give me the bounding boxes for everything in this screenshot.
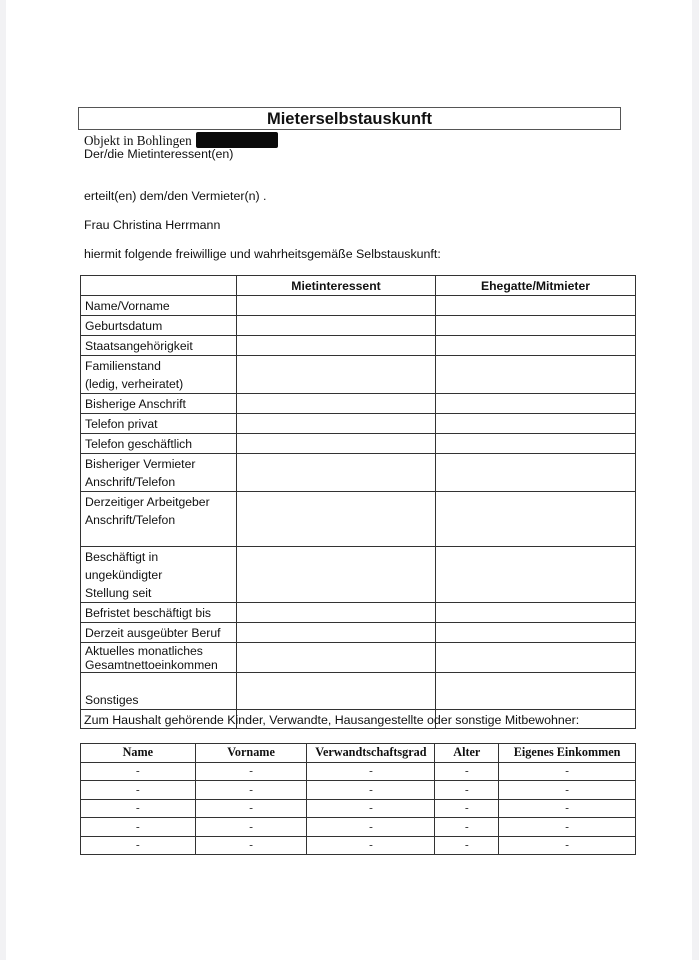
haushalt-cell[interactable]: - [307, 799, 435, 818]
table-row [81, 603, 636, 623]
mietinteressent-input-cell[interactable] [237, 643, 436, 673]
ehegatte-input-cell[interactable] [436, 394, 636, 414]
header-cell-label [81, 276, 237, 296]
row-label-line: Beschäftigt in [85, 550, 159, 564]
table-row [81, 492, 636, 547]
row-label-cell [81, 316, 237, 336]
haushalt-cell[interactable]: - [195, 818, 307, 837]
haushalt-header-row [81, 744, 636, 763]
selbstauskunft-table [80, 275, 636, 729]
mietinteressent-input-cell[interactable] [237, 394, 436, 414]
table-row [81, 434, 636, 454]
haushalt-cell[interactable]: - [195, 781, 307, 800]
hh-header-name: Name [81, 744, 196, 763]
mietinteressent-input-cell[interactable] [237, 673, 436, 710]
haushalt-table [80, 743, 636, 855]
haushalt-cell[interactable]: - [81, 781, 196, 800]
haushalt-cell[interactable]: - [195, 836, 307, 855]
table-row [81, 643, 636, 673]
row-label-cell [81, 394, 237, 414]
hh-header-alter: Alter [435, 744, 499, 763]
haushalt-cell[interactable]: - [435, 762, 499, 781]
ehegatte-input-cell[interactable] [436, 336, 636, 356]
haushalt-cell[interactable]: - [81, 762, 196, 781]
interessent-line: Der/die Mietinteressent(en) [84, 147, 234, 161]
row-label-cell [81, 336, 237, 356]
haushalt-cell[interactable]: - [307, 818, 435, 837]
mietinteressent-input-cell[interactable] [237, 316, 436, 336]
row-label-line: Bisherige Anschrift [85, 397, 186, 411]
ehegatte-input-cell[interactable] [436, 356, 636, 394]
haushalt-cell[interactable]: - [435, 836, 499, 855]
table-row [81, 296, 636, 316]
table-row [81, 623, 636, 643]
table-row [81, 394, 636, 414]
row-label-cell [81, 623, 237, 643]
row-label-line: Staatsangehörigkeit [85, 339, 193, 353]
ehegatte-input-cell[interactable] [436, 643, 636, 673]
row-label-cell [81, 414, 237, 434]
row-label-line: Derzeit ausgeübter Beruf [85, 626, 221, 640]
ehegatte-input-cell[interactable] [436, 547, 636, 603]
row-label-line: Telefon privat [85, 417, 158, 431]
table-row [81, 673, 636, 710]
haushalt-cell[interactable]: - [499, 836, 636, 855]
row-label-cell [81, 296, 237, 316]
mietinteressent-input-cell[interactable] [237, 454, 436, 492]
haushalt-cell[interactable]: - [307, 836, 435, 855]
haushalt-cell[interactable]: - [435, 781, 499, 800]
row-label-cell [81, 454, 237, 492]
hh-header-verwandtschaftsgrad: Verwandtschaftsgrad [307, 744, 435, 763]
redaction-bar [196, 132, 278, 148]
haushalt-caption: Zum Haushalt gehörende Kinder, Verwandte, Hausangestellte oder sonstige Mitbewohner: [84, 713, 580, 727]
vermieter-name: Frau Christina Herrmann [84, 218, 221, 232]
document-page [6, 0, 692, 960]
row-label-cell [81, 547, 237, 603]
ehegatte-input-cell[interactable] [436, 492, 636, 547]
mietinteressent-input-cell[interactable] [237, 603, 436, 623]
haushalt-row [81, 836, 636, 855]
row-label-line: Gesamtnettoeinkommen [85, 658, 218, 672]
haushalt-row [81, 818, 636, 837]
page-title: Mieterselbstauskunft [78, 107, 621, 130]
ehegatte-input-cell[interactable] [436, 623, 636, 643]
mietinteressent-input-cell[interactable] [237, 492, 436, 547]
table-row [81, 547, 636, 603]
haushalt-cell[interactable]: - [81, 799, 196, 818]
row-label-line: Familienstand [85, 359, 161, 373]
row-label-line: Derzeitiger Arbeitgeber [85, 495, 210, 509]
haushalt-cell[interactable]: - [195, 799, 307, 818]
erteilt-line: erteilt(en) dem/den Vermieter(n) . [84, 189, 267, 203]
row-label-line: Aktuelles monatliches [85, 644, 203, 658]
mietinteressent-input-cell[interactable] [237, 547, 436, 603]
row-label-cell [81, 643, 237, 673]
mietinteressent-input-cell[interactable] [237, 414, 436, 434]
row-label-line: Befristet beschäftigt bis [85, 606, 211, 620]
mietinteressent-input-cell[interactable] [237, 434, 436, 454]
mietinteressent-input-cell[interactable] [237, 623, 436, 643]
hiermit-line: hiermit folgende freiwillige und wahrheitsgemäße Selbstauskunft: [84, 247, 441, 261]
row-label-line: (ledig, verheiratet) [85, 377, 184, 391]
row-label-line: Bisheriger Vermieter [85, 457, 196, 471]
haushalt-cell[interactable]: - [499, 818, 636, 837]
row-label-cell [81, 492, 237, 547]
mietinteressent-input-cell[interactable] [237, 336, 436, 356]
row-label-line: Geburtsdatum [85, 319, 163, 333]
haushalt-cell[interactable]: - [435, 799, 499, 818]
mietinteressent-input-cell[interactable] [237, 296, 436, 316]
table-row [81, 414, 636, 434]
ehegatte-input-cell[interactable] [436, 673, 636, 710]
table-row [81, 454, 636, 492]
table-row [81, 316, 636, 336]
haushalt-row [81, 781, 636, 800]
haushalt-cell[interactable]: - [81, 818, 196, 837]
ehegatte-input-cell[interactable] [436, 296, 636, 316]
haushalt-cell[interactable]: - [307, 781, 435, 800]
header-cell-ehegatte: Ehegatte/Mitmieter [436, 276, 636, 296]
mietinteressent-input-cell[interactable] [237, 356, 436, 394]
haushalt-cell[interactable]: - [499, 781, 636, 800]
haushalt-cell[interactable]: - [81, 836, 196, 855]
table-header-row [81, 276, 636, 296]
row-label-cell [81, 434, 237, 454]
row-label-cell [81, 603, 237, 623]
haushalt-cell[interactable]: - [435, 818, 499, 837]
haushalt-cell[interactable]: - [307, 762, 435, 781]
row-label-line: Name/Vorname [85, 299, 170, 313]
haushalt-row [81, 799, 636, 818]
ehegatte-input-cell[interactable] [436, 434, 636, 454]
haushalt-cell[interactable]: - [195, 762, 307, 781]
ehegatte-input-cell[interactable] [436, 414, 636, 434]
ehegatte-input-cell[interactable] [436, 316, 636, 336]
ehegatte-input-cell[interactable] [436, 603, 636, 623]
row-label-cell [81, 673, 237, 710]
row-label-line: Anschrift/Telefon [85, 513, 176, 527]
row-label-line: Telefon geschäftlich [85, 437, 193, 451]
row-label-line: ungekündigter [85, 568, 163, 582]
table-row [81, 356, 636, 394]
hh-header-vorname: Vorname [195, 744, 307, 763]
haushalt-cell[interactable]: - [499, 799, 636, 818]
table-row [81, 336, 636, 356]
objekt-text: Objekt in Bohlingen [84, 133, 192, 148]
hh-header-einkommen: Eigenes Einkommen [499, 744, 636, 763]
row-label-line: Anschrift/Telefon [85, 475, 176, 489]
row-label-line: Stellung seit [85, 586, 152, 600]
row-label-cell [81, 356, 237, 394]
ehegatte-input-cell[interactable] [436, 454, 636, 492]
header-cell-mietinteressent: Mietinteressent [237, 276, 436, 296]
row-label-line: Sonstiges [85, 693, 139, 707]
haushalt-cell[interactable]: - [499, 762, 636, 781]
haushalt-row [81, 762, 636, 781]
